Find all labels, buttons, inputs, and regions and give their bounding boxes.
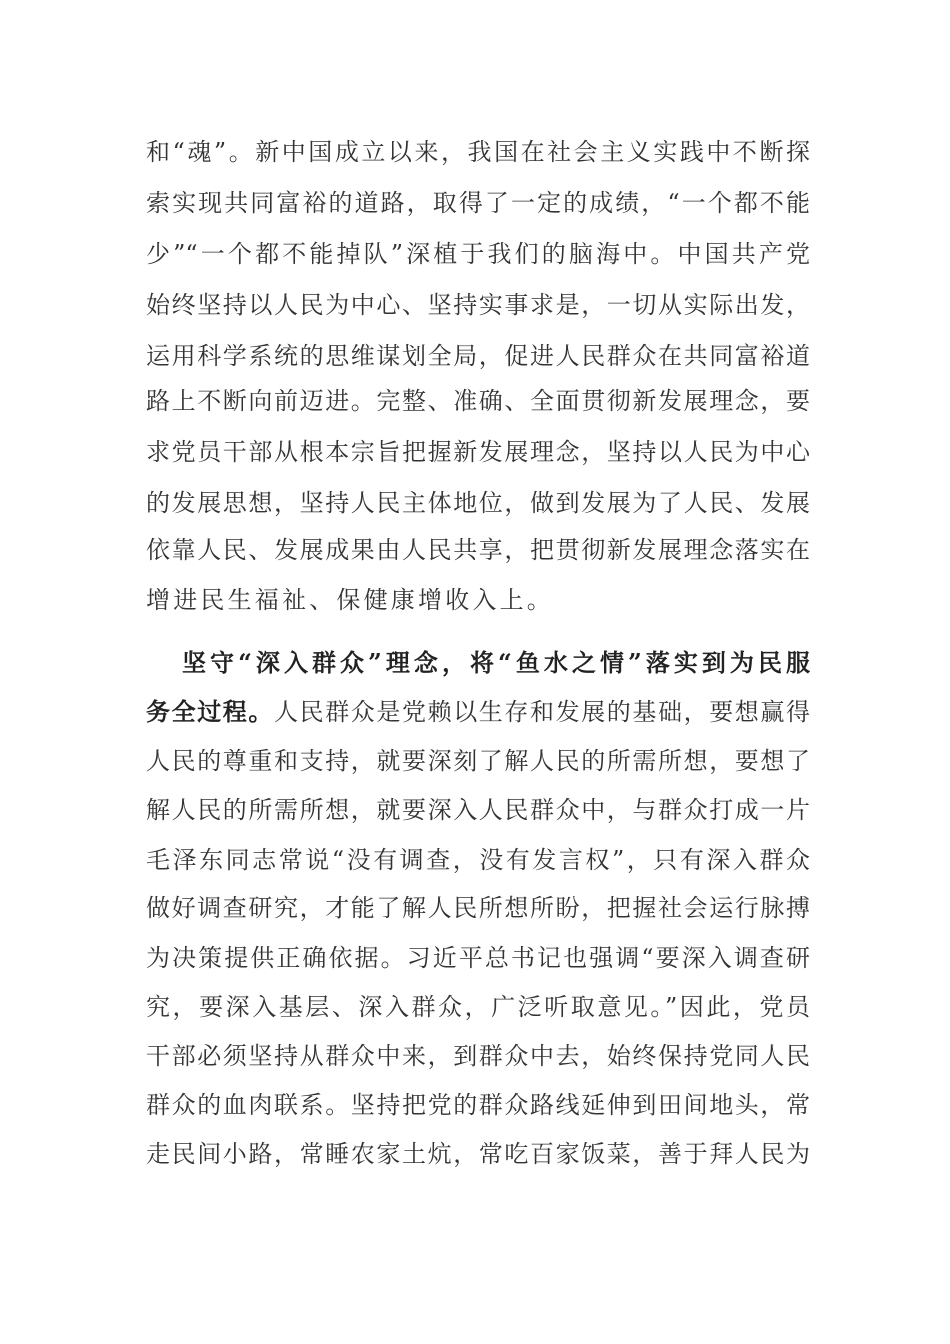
- text-line: 运用科学系统的思维谋划全局，促进人民群众在共同富裕道: [146, 342, 810, 370]
- text-line: 干部必须坚持从群众中来，到群众中去，始终保持党同人民: [146, 1042, 810, 1070]
- section-heading: 坚守“深入群众”理念，将“鱼水之情”落实到为民服: [182, 648, 810, 677]
- text-line: 解人民的所需所想，就要深入人民群众中，与群众打成一片: [146, 796, 810, 824]
- text-line: 毛泽东同志常说“没有调查，没有发言权”，只有深入群众: [146, 846, 810, 874]
- text-line: 求党员干部从根本宗旨把握新发展理念，坚持以人民为中心: [146, 438, 810, 466]
- text-line: 路上不断向前迈进。完整、准确、全面贯彻新发展理念，要: [146, 387, 810, 415]
- text-line: 少”“一个都不能掉队”深植于我们的脑海中。中国共产党: [146, 240, 810, 268]
- text-line: [146, 692, 810, 732]
- text-line: 人民的尊重和支持，就要深刻了解人民的所需所想，要想了: [146, 747, 810, 775]
- text-line: 始终坚持以人民为中心、坚持实事求是，一切从实际出发，: [146, 291, 810, 319]
- text-line: 的发展思想，坚持人民主体地位，做到发展为了人民、发展: [146, 489, 810, 517]
- text-line: 依靠人民、发展成果由人民共享，把贯彻新发展理念落实在: [146, 536, 810, 564]
- text-line: 走民间小路，常睡农家土炕，常吃百家饭菜，善于拜人民为: [146, 1140, 810, 1168]
- text-line: 增进民生福祉、保健康增收入上。: [146, 586, 554, 614]
- text-line: 索实现共同富裕的道路，取得了一定的成绩，“一个都不能: [146, 189, 810, 217]
- section-heading-end: 务全过程。: [146, 697, 274, 726]
- text-line: 究，要深入基层、深入群众，广泛听取意见。”因此，党员: [146, 993, 810, 1021]
- text-run: 人民群众是党赖以生存和发展的基础，要想赢得: [274, 698, 810, 726]
- text-line: 群众的血肉联系。坚持把党的群众路线延伸到田间地头，常: [146, 1091, 810, 1119]
- text-line: 和“魂”。新中国成立以来，我国在社会主义实践中不断探: [146, 138, 810, 166]
- text-line: 为决策提供正确依据。习近平总书记也强调“要深入调查研: [146, 944, 810, 972]
- text-line: 做好调查研究，才能了解人民所想所盼，把握社会运行脉搏: [146, 894, 810, 922]
